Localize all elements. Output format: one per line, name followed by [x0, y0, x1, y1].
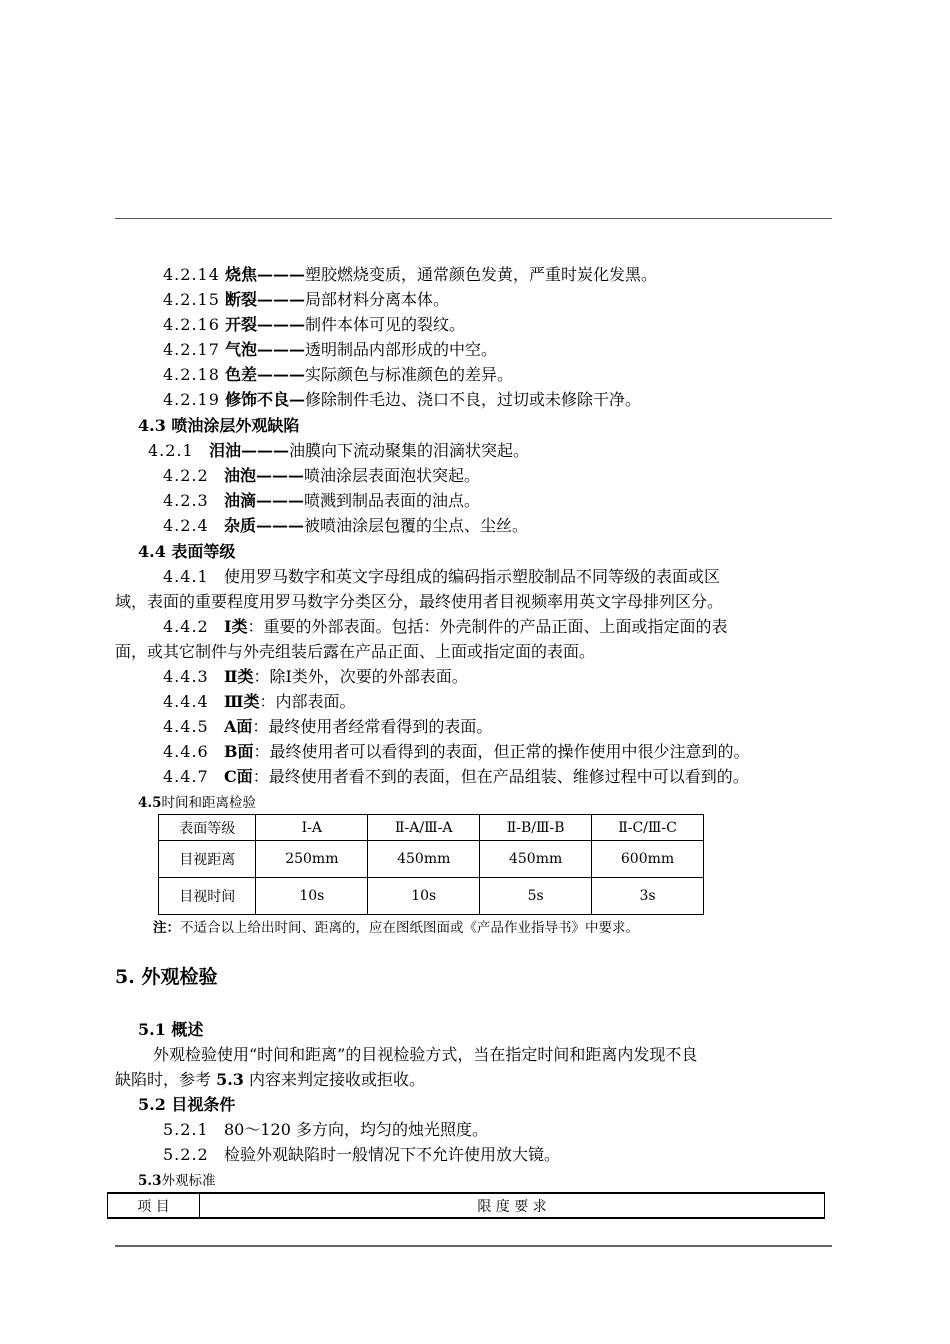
table-cell: 限 度 要 求 — [200, 1193, 825, 1218]
table-cell: 表面等级 — [159, 815, 256, 841]
defect-item-bubble: 4.2.17 气泡———透明制品内部形成的中空。 — [163, 340, 498, 359]
section-5-2-heading: 5.2 目视条件 — [138, 1095, 236, 1114]
appearance-standard-table — [107, 1192, 825, 1219]
section-5-3-heading: 5.3外观标准 — [138, 1173, 216, 1189]
defect-item-color-diff: 4.2.18 色差———实际颜色与标准颜色的差异。 — [163, 365, 514, 384]
defect-item-trim: 4.2.19 修饰不良—修除制件毛边、浇口不良，过切或未修除干净。 — [163, 390, 642, 409]
table-cell: 10s — [256, 878, 368, 915]
table-cell: 项 目 — [108, 1193, 200, 1218]
section-5-1-heading: 5.1 概述 — [138, 1020, 204, 1039]
section-4-3-heading: 4.3 喷油涂层外观缺陷 — [138, 416, 300, 435]
surface-grade-para-1-cont: 域，表面的重要程度用罗马数字分类区分，最终使用者目视频率用英文字母排列区分。 — [115, 592, 724, 611]
table-cell: Ⅱ-B/Ⅲ-B — [480, 815, 592, 841]
overview-para: 外观检验使用“时间和距离”的目视检验方式，当在指定时间和距离内发现不良 — [153, 1045, 698, 1064]
table-cell: Ⅰ-A — [256, 815, 368, 841]
visual-condition-1: 5.2.1 80～120 多方向，均匀的烛光照度。 — [163, 1120, 488, 1139]
table-row — [159, 878, 704, 915]
section-4-4-heading: 4.4 表面等级 — [138, 542, 236, 561]
coating-item-drop: 4.2.3 油滴———喷溅到制品表面的油点。 — [163, 491, 481, 510]
table-cell: Ⅱ-A/Ⅲ-A — [368, 815, 480, 841]
table-cell: Ⅱ-C/Ⅲ-C — [592, 815, 704, 841]
section-5-heading: 5. 外观检验 — [115, 966, 218, 988]
table-cell: 450mm — [480, 841, 592, 878]
defect-item-crack: 4.2.16 开裂———制件本体可见的裂纹。 — [163, 315, 466, 334]
coating-item-tear: 4.2.1 泪油———油膜向下流动聚集的泪滴状突起。 — [148, 441, 530, 460]
overview-para-cont: 缺陷时，参考 5.3 内容来判定接收或拒收。 — [115, 1070, 426, 1089]
table-note: 注：不适合以上给出时间、距离的，应在图纸图面或《产品作业指导书》中要求。 — [153, 920, 639, 936]
surface-grade-para-1: 4.4.1 使用罗马数字和英文字母组成的编码指示塑胶制品不同等级的表面或区 — [163, 567, 720, 586]
coating-item-impurity: 4.2.4 杂质———被喷油涂层包覆的尘点、尘丝。 — [163, 516, 529, 535]
table-cell: 3s — [592, 878, 704, 915]
surface-grade-class-1: 4.4.2 Ⅰ类：重要的外部表面。包括：外壳制件的产品正面、上面或指定面的表 — [163, 617, 728, 636]
defect-item-fracture: 4.2.15 断裂———局部材料分离本体。 — [163, 290, 450, 309]
table-row — [159, 841, 704, 878]
surface-grade-class-1-cont: 面，或其它制件与外壳组装后露在产品正面、上面或指定面的表面。 — [115, 642, 596, 661]
footer-rule — [115, 1245, 832, 1247]
time-distance-table — [158, 814, 704, 915]
table-cell: 10s — [368, 878, 480, 915]
surface-grade-class-3: 4.4.4 Ⅲ类：内部表面。 — [163, 692, 356, 711]
surface-grade-a: 4.4.5 A面：最终使用者经常看得到的表面。 — [163, 717, 493, 736]
header-rule — [115, 218, 832, 219]
table-cell: 目视时间 — [159, 878, 256, 915]
coating-item-bubble: 4.2.2 油泡———喷油涂层表面泡状突起。 — [163, 466, 481, 485]
table-header-row — [108, 1193, 825, 1218]
section-4-5-heading: 4.5时间和距离检验 — [138, 795, 256, 811]
table-cell: 5s — [480, 878, 592, 915]
surface-grade-b: 4.4.6 B面：最终使用者可以看得到的表面，但正常的操作使用中很少注意到的。 — [163, 742, 750, 761]
surface-grade-c: 4.4.7 C面：最终使用者看不到的表面，但在产品组装、维修过程中可以看到的。 — [163, 767, 749, 786]
table-cell: 450mm — [368, 841, 480, 878]
table-header-row — [159, 815, 704, 841]
surface-grade-class-2: 4.4.3 Ⅱ类：除Ⅰ类外，次要的外部表面。 — [163, 667, 468, 686]
table-cell: 250mm — [256, 841, 368, 878]
table-cell: 目视距离 — [159, 841, 256, 878]
visual-condition-2: 5.2.2 检验外观缺陷时一般情况下不允许使用放大镜。 — [163, 1145, 560, 1164]
table-cell: 600mm — [592, 841, 704, 878]
defect-item-burn: 4.2.14 烧焦———塑胶燃烧变质，通常颜色发黄，严重时炭化发黑。 — [163, 265, 658, 284]
